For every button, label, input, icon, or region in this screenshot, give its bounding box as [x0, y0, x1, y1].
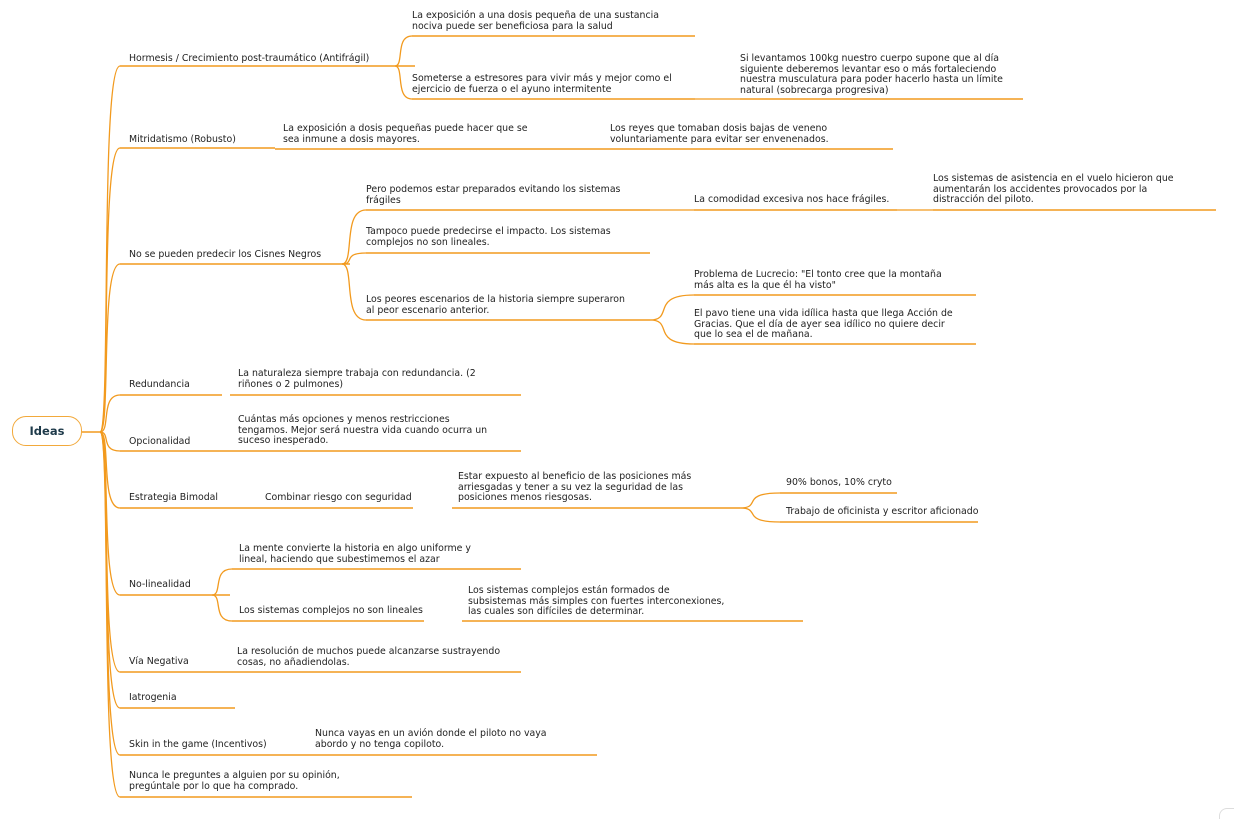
- node-mitri-reyes[interactable]: Los reyes que tomaban dosis bajas de veneno voluntariamente para evitar ser envenenados.: [610, 123, 829, 145]
- connector: [650, 295, 694, 320]
- node-cisnes-pavo[interactable]: El pavo tiene una vida idílica hasta que llega Acción de Gracias. Que el día de ayer sea idílico no quiere decir que lo sea el de mañana.: [694, 308, 953, 341]
- node-bimodal-expuesto[interactable]: Estar expuesto al beneficio de las posiciones más arriesgadas y tener a su vez la seguridad de las posiciones menos riesgosas.: [458, 471, 692, 504]
- connector: [100, 432, 120, 797]
- node-hormesis-estresores[interactable]: Someterse a estresores para vivir más y mejor como el ejercicio de fuerza o el ayuno intermitente: [412, 73, 672, 95]
- connector: [740, 508, 780, 522]
- node-nolin-mente[interactable]: La mente convierte la historia en algo uniforme y lineal, haciendo que subestimemos el azar: [239, 543, 471, 565]
- connector: [395, 66, 412, 99]
- resize-corner: [1219, 808, 1234, 819]
- branch-estrategia-bimodal[interactable]: Estrategia Bimodal: [129, 492, 219, 503]
- node-cisnes-asistencia-vuelo[interactable]: Los sistemas de asistencia en el vuelo hicieron que aumentarán los accidentes provocados por la distracción del piloto.: [933, 173, 1174, 206]
- node-cisnes-impacto[interactable]: Tampoco puede predecirse el impacto. Los sistemas complejos no son lineales.: [366, 226, 611, 248]
- node-cisnes-lucrecio[interactable]: Problema de Lucrecio: "El tonto cree que la montaña más alta es la que él ha visto": [694, 269, 942, 291]
- node-cisnes-comodidad[interactable]: La comodidad excesiva nos hace frágiles.: [694, 194, 890, 205]
- node-cisnes-peores[interactable]: Los peores escenarios de la historia siempre superaron al peor escenario anterior.: [366, 294, 625, 316]
- node-cisnes-preparados[interactable]: Pero podemos estar preparados evitando los sistemas frágiles: [366, 184, 621, 206]
- node-hormesis-sustancia[interactable]: La exposición a una dosis pequeña de una sustancia nociva puede ser beneficiosa para la salud: [412, 10, 659, 32]
- root-label: Ideas: [29, 424, 65, 438]
- node-via-negativa-resolucion[interactable]: La resolución de muchos puede alcanzarse sustrayendo cosas, no añadiendolas.: [237, 646, 501, 668]
- branch-redundancia[interactable]: Redundancia: [129, 379, 190, 390]
- connector: [395, 36, 412, 66]
- connector: [740, 493, 780, 508]
- connector: [100, 432, 120, 595]
- branch-nunca-preguntes[interactable]: Nunca le preguntes a alguien por su opinión, pregúntale por lo que ha comprado.: [129, 770, 340, 792]
- connector: [100, 432, 120, 672]
- node-hormesis-100kg[interactable]: Si levantamos 100kg nuestro cuerpo supone que al día siguiente deberemos levantar eso o más fortaleciendo nuestra musculatura para poder hacerlo hasta un límite natural (sobrecarga progresiva): [740, 53, 1003, 96]
- connector: [100, 264, 120, 432]
- node-opcionalidad-opciones[interactable]: Cuántas más opciones y menos restricciones tengamos. Mejor será nuestra vida cuando ocurra un suceso inesperado.: [238, 414, 488, 447]
- node-skin-avion[interactable]: Nunca vayas en un avión donde el piloto no vaya abordo y no tenga copiloto.: [315, 728, 547, 750]
- connector: [100, 66, 120, 432]
- node-bimodal-oficinista[interactable]: Trabajo de oficinista y escritor aficionado: [786, 506, 979, 517]
- node-redundancia-naturaleza[interactable]: La naturaleza siempre trabaja con redundancia. (2 riñones o 2 pulmones): [238, 368, 476, 390]
- node-nolin-sistemas[interactable]: Los sistemas complejos no son lineales: [239, 605, 423, 616]
- node-bimodal-bonos[interactable]: 90% bonos, 10% cryto: [786, 477, 892, 488]
- branch-cisnes-negros[interactable]: No se pueden predecir los Cisnes Negros: [129, 249, 322, 260]
- connector: [342, 264, 366, 320]
- branch-iatrogenia[interactable]: Iatrogenia: [129, 692, 177, 703]
- branch-skin-in-the-game[interactable]: Skin in the game (Incentivos): [129, 739, 267, 750]
- branch-mitridatismo[interactable]: Mitridatismo (Robusto): [129, 134, 236, 145]
- node-mitri-exposicion[interactable]: La exposición a dosis pequeñas puede hacer que se sea inmune a dosis mayores.: [283, 123, 528, 145]
- branch-opcionalidad[interactable]: Opcionalidad: [129, 436, 191, 447]
- branch-hormesis[interactable]: Hormesis / Crecimiento post-traumático (Antifrágil): [129, 53, 370, 64]
- connector: [212, 595, 232, 621]
- connector: [212, 569, 232, 595]
- branch-via-negativa[interactable]: Vía Negativa: [129, 656, 189, 667]
- branch-no-linealidad[interactable]: No-linealidad: [129, 579, 191, 590]
- node-nolin-subsistemas[interactable]: Los sistemas complejos están formados de subsistemas más simples con fuertes interconexiones, las cuales son difíciles de determinar.: [468, 585, 725, 618]
- node-bimodal-combinar[interactable]: Combinar riesgo con seguridad: [265, 492, 412, 503]
- connector: [650, 320, 694, 344]
- connector: [342, 210, 366, 264]
- root-node[interactable]: [12, 416, 82, 446]
